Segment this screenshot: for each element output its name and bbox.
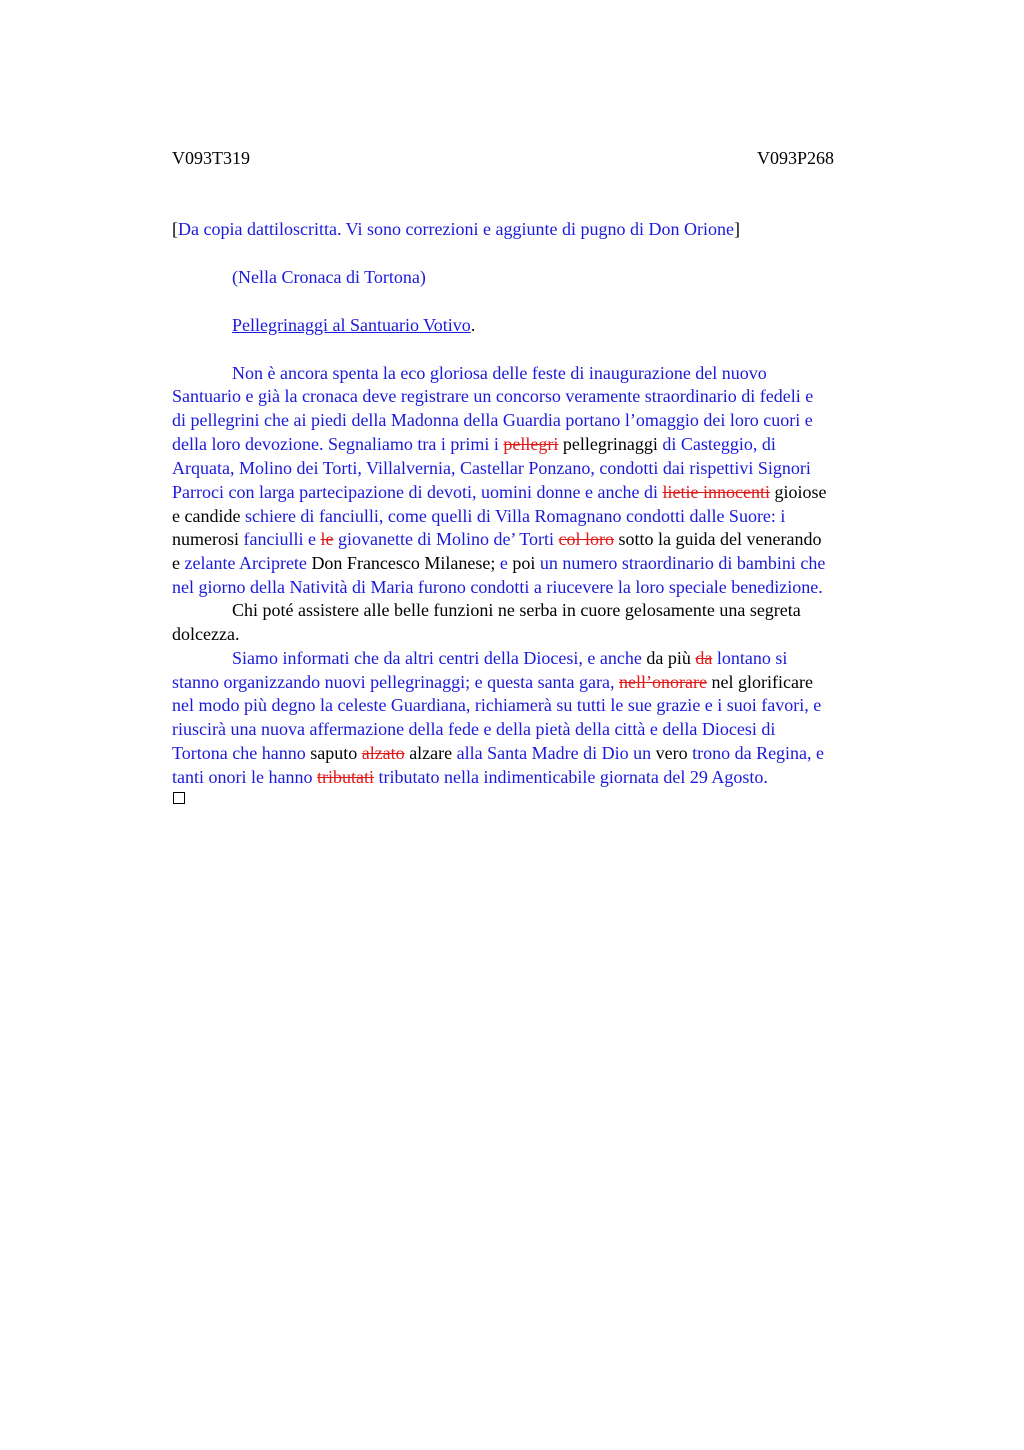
deleted-text: da — [695, 648, 713, 668]
document-code-right: V093P268 — [757, 148, 835, 168]
p2-line-1: Chi poté assistere alle belle funzioni ne serba in cuore gelosamente una segreta — [232, 600, 801, 620]
end-of-document-box-icon — [173, 792, 185, 804]
inserted-text: vero — [651, 743, 688, 763]
inserted-text: e candide — [172, 506, 245, 526]
source-line: (Nella Cronaca di Tortona) — [232, 267, 426, 287]
p1-l9-text-3: un numero straordinario di bambini che — [535, 553, 826, 573]
inserted-text: numerosi — [172, 529, 244, 549]
p3-l1-text: Siamo informati che da altri centri della Diocesi, e anche — [232, 648, 642, 668]
p3-l6-tail: nella indimenticabile giornata del 29 Agosto. — [439, 767, 768, 787]
p1-line-8 — [172, 527, 821, 551]
deleted-text: nell’onorare — [619, 672, 707, 692]
note-text: Da copia dattiloscritta. Vi sono correzioni e aggiunte di pugno di Don Orione — [178, 219, 734, 239]
p1-line-4 — [172, 432, 776, 456]
p1-l9-text: zelante Arciprete — [184, 553, 307, 573]
inserted-text: gioiose — [769, 482, 827, 502]
inserted-text: nel glorificare — [706, 672, 813, 692]
title-period: . — [470, 315, 476, 335]
p3-line-4: riuscirà una nuova affermazione della fede e della pietà della città e della Diocesi di — [172, 719, 776, 739]
p3-line-5 — [172, 741, 824, 765]
p3-l1-tail: lontano si — [712, 648, 788, 668]
inserted-text: pellegrinaggi — [558, 434, 658, 454]
inserted-text: sotto la guida del venerando — [614, 529, 822, 549]
p1-line-9 — [172, 551, 825, 575]
p3-l5-text: Tortona che hanno — [172, 743, 306, 763]
title-text: Pellegrinaggi al Santuario Votivo — [232, 315, 471, 335]
inserted-text: da più — [641, 648, 691, 668]
deleted-text: le — [320, 529, 334, 549]
p3-line-6 — [172, 765, 768, 789]
document-code-left: V093T319 — [172, 148, 250, 168]
inserted-text: alzare — [404, 743, 453, 763]
p1-line-10: nel giorno della Natività di Maria furono condotti a riucevere la loro speciale benedizione. — [172, 577, 823, 597]
p1-line-6 — [172, 480, 826, 504]
deleted-text: pellegri — [503, 434, 559, 454]
p1-l4-tail: di Casteggio, di — [657, 434, 776, 454]
inserted-text: poi — [507, 553, 536, 573]
p3-line-3: nel modo più degno la celeste Guardiana, richiamerà su tutti le sue grazie e i suoi favori, e — [172, 695, 822, 715]
p3-line-2 — [172, 670, 813, 694]
p1-l8-text-2: giovanette di Molino de’ Torti — [333, 529, 559, 549]
inserted-text: saputo — [305, 743, 362, 763]
p3-l6-text: tanti onori le hanno — [172, 767, 317, 787]
inserted-text: tributato — [373, 767, 440, 787]
p1-l6-text: Parroci con larga partecipazione di devoti, uomini donne e anche di — [172, 482, 663, 502]
editorial-note — [172, 217, 740, 241]
p1-l7-text: schiere di fanciulli, come quelli di Villa Romagnano condotti dalle Suore: i — [244, 506, 786, 526]
p1-line-5: Arquata, Molino dei Torti, Villalvernia, Castellar Ponzano, condotti dai rispettivi Signori — [172, 458, 811, 478]
p1-l4-text: della loro devozione. Segnaliamo tra i primi i — [172, 434, 504, 454]
deleted-text: alzato — [361, 743, 405, 763]
note-open-bracket: [ — [172, 219, 178, 239]
deleted-text: lietie innocenti — [662, 482, 770, 502]
p1-line-3: di pellegrini che ai piedi della Madonna della Guardia portano l’omaggio dei loro cuori e — [172, 410, 813, 430]
p1-line-7 — [172, 504, 785, 528]
inserted-text: e — [172, 553, 185, 573]
note-close-bracket: ] — [733, 219, 740, 239]
p1-l9-text-2: e — [495, 553, 508, 573]
p3-line-1 — [232, 646, 787, 670]
p1-line-2: Santuario e già la cronaca deve registrare un concorso veramente straordinario di fedeli e — [172, 386, 814, 406]
p3-l5-text-2: alla Santa Madre di Dio un — [452, 743, 652, 763]
p2-line-2: dolcezza. — [172, 624, 240, 644]
p1-line-1: Non è ancora spenta la eco gloriosa delle feste di inaugurazione del nuovo — [232, 363, 767, 383]
p3-l2-text: stanno organizzando nuovi pellegrinaggi; e questa santa gara, — [172, 672, 620, 692]
inserted-text: Don Francesco Milanese; — [306, 553, 496, 573]
p1-l8-text: fanciulli e — [243, 529, 321, 549]
article-title — [232, 313, 475, 337]
p3-l5-text-3: trono da Regina, e — [687, 743, 825, 763]
deleted-text: tributati — [316, 767, 374, 787]
deleted-text: col loro — [558, 529, 615, 549]
